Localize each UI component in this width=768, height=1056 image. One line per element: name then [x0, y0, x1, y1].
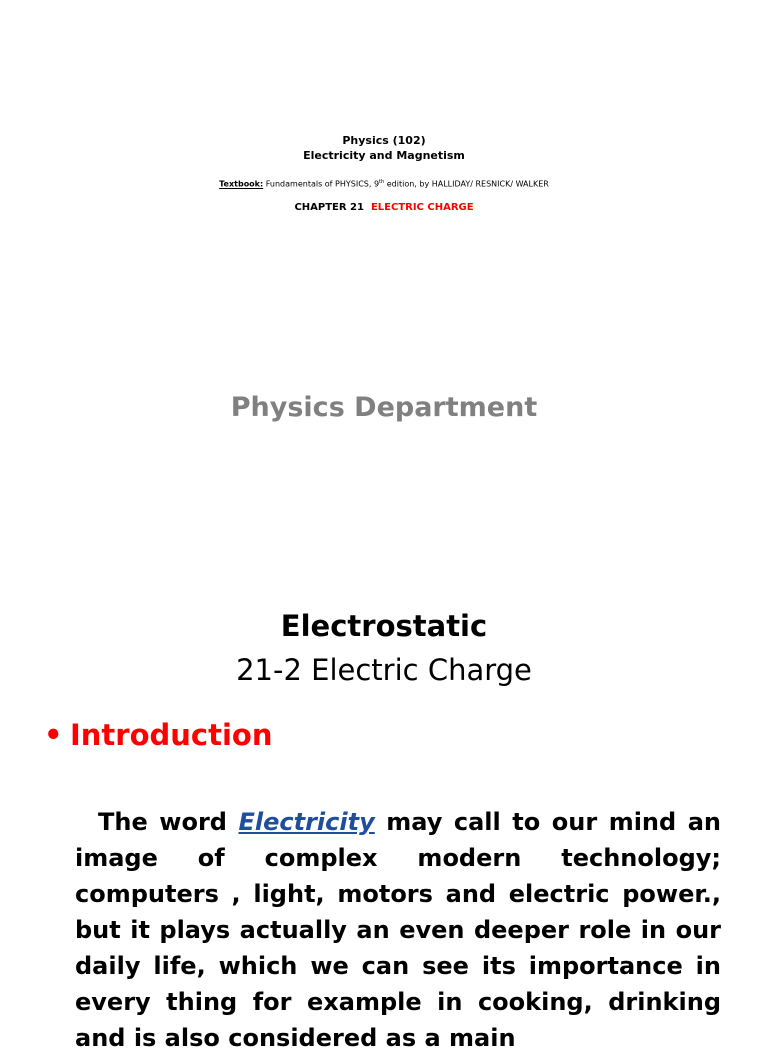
intro-paragraph [75, 804, 721, 1056]
chapter-label: CHAPTER 21 [294, 202, 364, 213]
textbook-line [0, 179, 768, 189]
course-subject: Electricity and Magnetism [303, 149, 465, 162]
edition-superscript: th [379, 179, 385, 185]
section-subtitle: 21-2 Electric Charge [236, 653, 532, 687]
section-title: Electrostatic [280, 609, 488, 643]
paragraph-body: may call to our mind an image of complex modern technology; computers , light, motors and electric power., but it plays actually an even deeper role in our daily life, which we can see its importance in every thing for example in cooking, drinking and is also considered as a main [75, 808, 721, 1052]
chapter-line [0, 202, 768, 213]
textbook-title: Fundamentals of PHYSICS, 9 [263, 179, 380, 189]
course-title: Physics (102) [342, 134, 426, 147]
textbook-authors: edition, by HALLIDAY/ RESNICK/ WALKER [384, 179, 549, 189]
paragraph-lead: The word [98, 808, 239, 836]
department-name: Physics Department [230, 392, 538, 423]
course-header [0, 133, 768, 163]
bullet-item [44, 718, 273, 752]
bullet-dot: • [44, 718, 63, 752]
chapter-title: ELECTRIC CHARGE [370, 202, 474, 213]
textbook-label: Textbook: [219, 179, 264, 189]
electricity-link[interactable]: Electricity [238, 808, 375, 836]
bullet-heading: Introduction [70, 718, 273, 752]
